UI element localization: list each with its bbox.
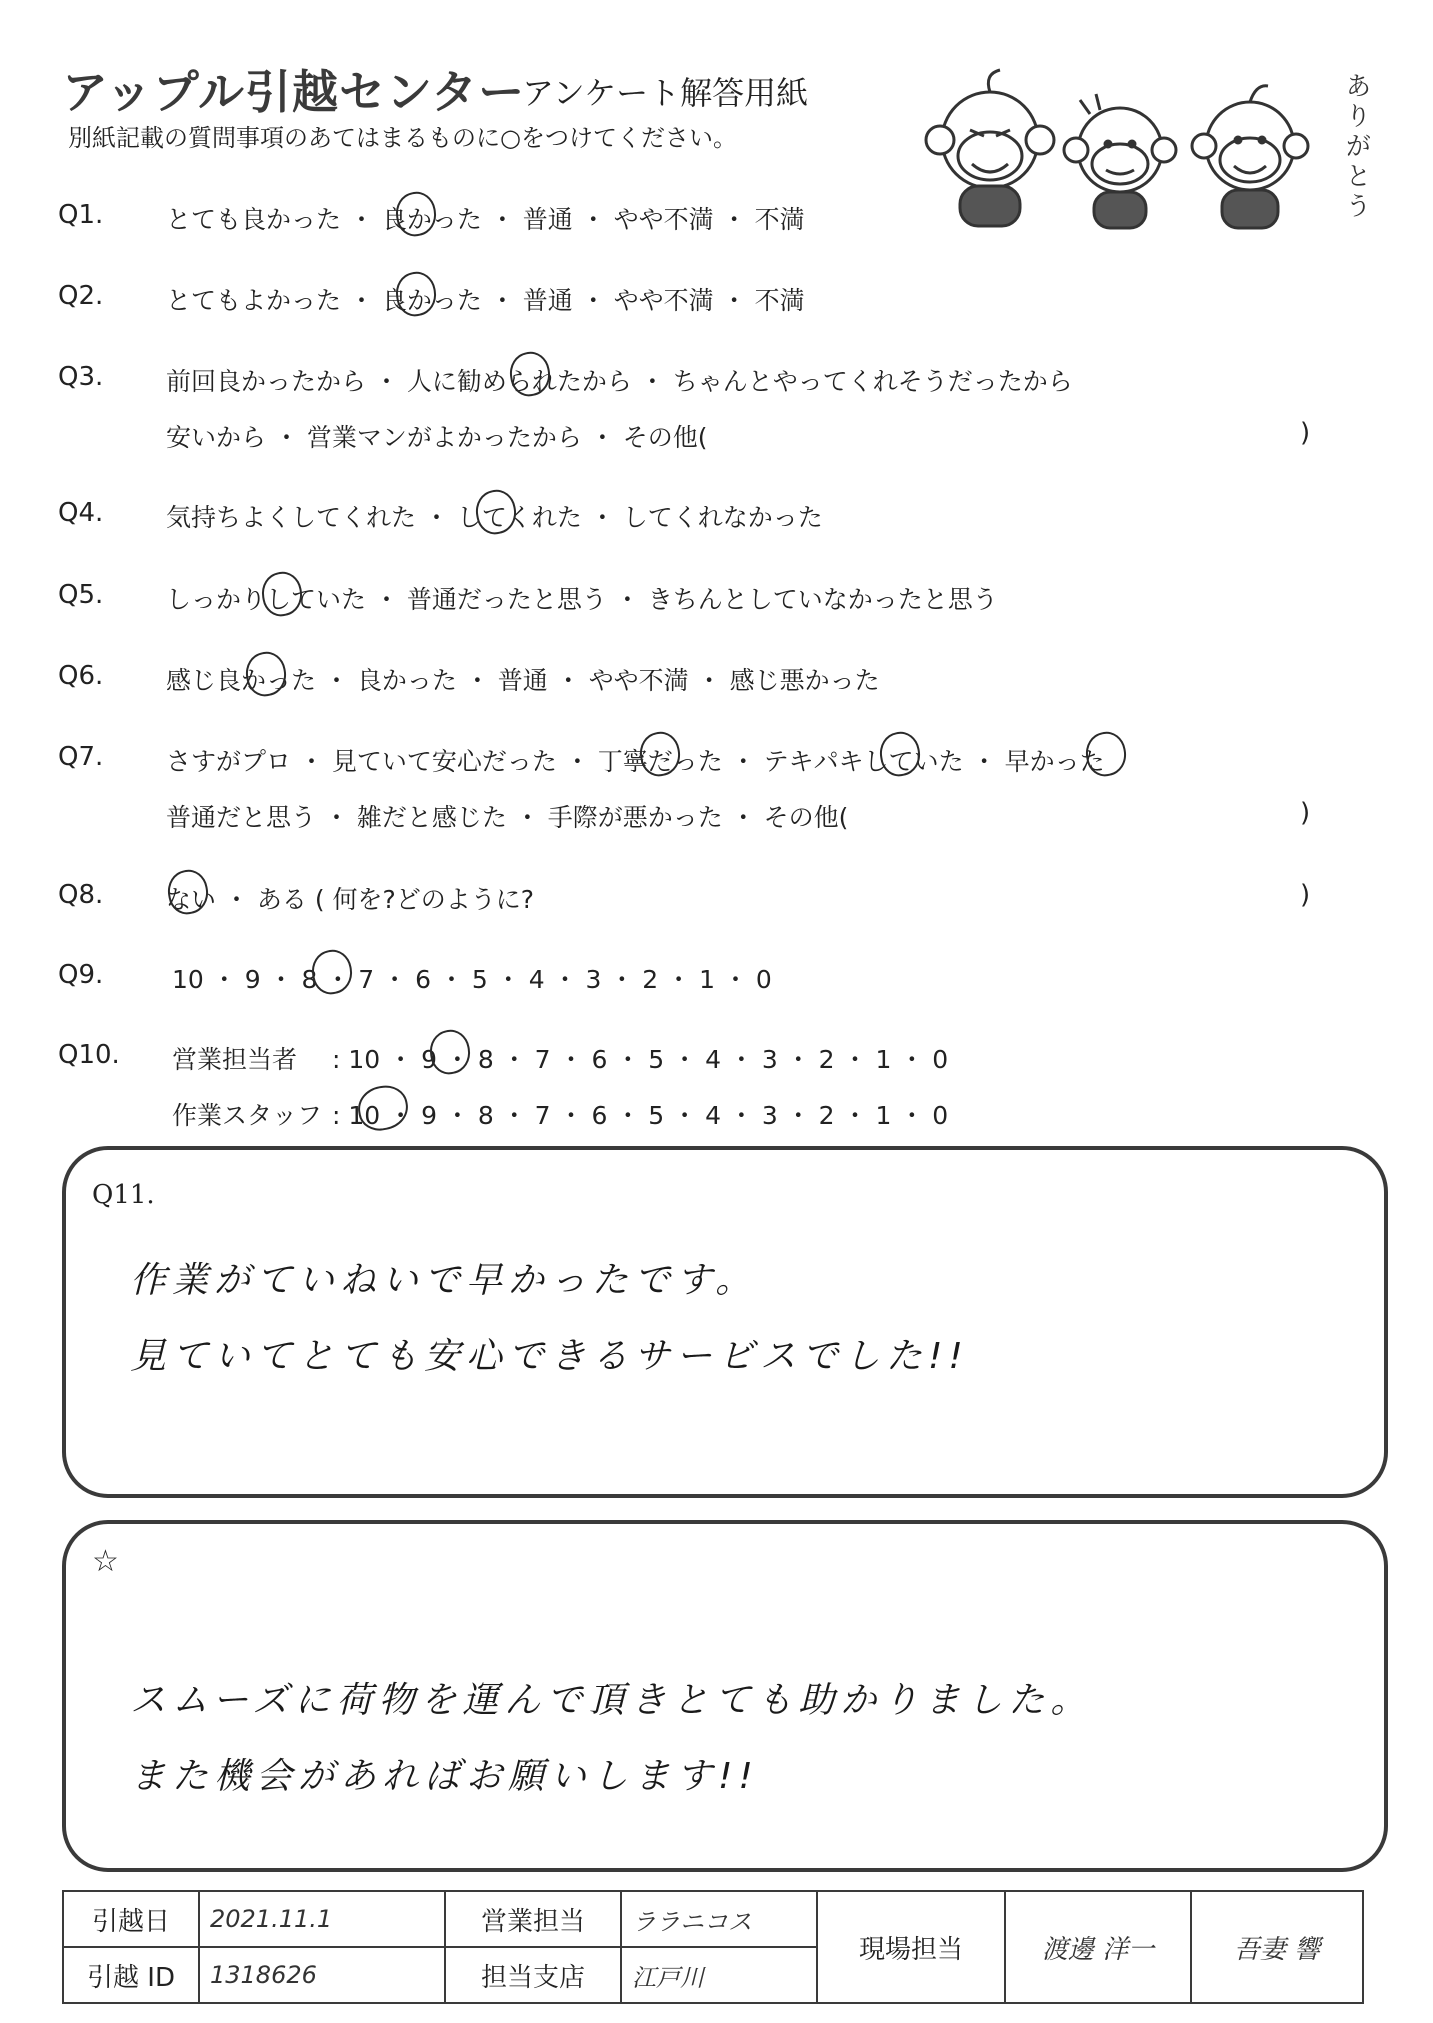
q3-close-paren: ) — [1300, 418, 1311, 448]
form-subtitle: アンケート解答用紙 — [522, 74, 809, 112]
move-id-value[interactable]: 1318626 — [210, 1961, 317, 1989]
q1-options[interactable]: とても良かった ・ 良かった ・ 普通 ・ やや不満 ・ 不満 — [166, 205, 805, 234]
q3-label: Q3. — [58, 362, 104, 392]
q10-staff-label: 作業スタッフ — [172, 1101, 323, 1130]
monkey-mascots-illustration — [890, 60, 1330, 240]
q6-label: Q6. — [58, 661, 104, 691]
branch-value[interactable]: 江戸川 — [632, 1963, 704, 1992]
site-staff-label: 現場担当 — [817, 1891, 1005, 2003]
q5-label: Q5. — [58, 580, 104, 610]
monkey-3-icon — [1192, 86, 1308, 228]
q4-label: Q4. — [58, 498, 104, 528]
move-date-value[interactable]: 2021.11.1 — [210, 1905, 333, 1933]
q8-options[interactable]: ない ・ ある ( 何を?どのように? — [166, 885, 535, 914]
star-handwritten-line2: また機会があればお願いします!! — [130, 1756, 759, 1797]
q11-handwritten-line2: 見ていてとても安心できるサービスでした!! — [130, 1336, 969, 1377]
free-comment-box[interactable] — [62, 1520, 1388, 1872]
q1-label: Q1. — [58, 200, 104, 230]
site-staff-2[interactable]: 吾妻 響 — [1233, 1934, 1321, 1965]
q11-comment-box[interactable] — [62, 1146, 1388, 1498]
q7-close-paren: ) — [1300, 798, 1311, 828]
q3-options-line1[interactable]: 前回良かったから ・ 人に勧められたから ・ ちゃんとやってくれそうだったから — [166, 367, 1073, 396]
q4-options[interactable]: 気持ちよくしてくれた ・ してくれた ・ してくれなかった — [166, 503, 823, 532]
q11-label: Q11. — [92, 1180, 155, 1210]
q7-options-line2[interactable]: 普通だと思う ・ 雑だと感じた ・ 手際が悪かった ・ その他( — [166, 803, 849, 832]
q2-label: Q2. — [58, 281, 104, 311]
move-date-label: 引越日 — [63, 1891, 199, 1947]
q9-label: Q9. — [58, 960, 104, 990]
q7-options-line1[interactable]: さすがプロ ・ 見ていて安心だった ・ 丁寧だった ・ テキパキしていた ・ 早かった — [166, 747, 1105, 776]
move-id-label: 引越 ID — [63, 1947, 199, 2003]
star-handwritten-line1: スムーズに荷物を運んで頂きとても助かりました。 — [130, 1680, 1093, 1721]
q8-label: Q8. — [58, 880, 104, 910]
q7-label: Q7. — [58, 742, 104, 772]
q10-sales-label: 営業担当者 — [172, 1045, 298, 1074]
q10-sales-scale[interactable]: : 10 ・ 9 ・ 8 ・ 7 ・ 6 ・ 5 ・ 4 ・ 3 ・ 2 ・ 1 ・ 0 — [332, 1045, 949, 1074]
monkey-2-icon — [1064, 94, 1176, 228]
thanks-text: ありがとう — [1341, 72, 1371, 222]
q5-options[interactable]: しっかりしていた ・ 普通だったと思う ・ きちんとしていなかったと思う — [166, 585, 998, 614]
q10-staff-scale[interactable]: : 10 ・ 9 ・ 8 ・ 7 ・ 6 ・ 5 ・ 4 ・ 3 ・ 2 ・ 1 ・ 0 — [332, 1101, 949, 1130]
instruction-text: 別紙記載の質問事項のあてはまるものに○をつけてください。 — [68, 124, 737, 152]
company-title: アップル引越センター — [62, 65, 526, 119]
branch-label: 担当支店 — [445, 1947, 621, 2003]
footer-info-table — [62, 1890, 1364, 2004]
q3-options-line2[interactable]: 安いから ・ 営業マンがよかったから ・ その他( — [166, 423, 708, 452]
sales-rep-value[interactable]: ララニコス — [632, 1907, 752, 1936]
site-staff-1[interactable]: 渡邊 洋一 — [1041, 1934, 1155, 1965]
q6-options[interactable]: 感じ良かった ・ 良かった ・ 普通 ・ やや不満 ・ 感じ悪かった — [166, 666, 880, 695]
monkey-1-icon — [926, 70, 1054, 226]
q8-close-paren: ) — [1300, 880, 1311, 910]
star-label: ☆ — [92, 1544, 119, 1579]
q9-scale[interactable]: 10 ・ 9 ・ 8 ・ 7 ・ 6 ・ 5 ・ 4 ・ 3 ・ 2 ・ 1 ・ 0 — [172, 965, 772, 994]
q2-options[interactable]: とてもよかった ・ 良かった ・ 普通 ・ やや不満 ・ 不満 — [166, 286, 805, 315]
sales-rep-label: 営業担当 — [445, 1891, 621, 1947]
q11-handwritten-line1: 作業がていねいで早かったです。 — [130, 1260, 758, 1301]
q10-label: Q10. — [58, 1040, 120, 1070]
